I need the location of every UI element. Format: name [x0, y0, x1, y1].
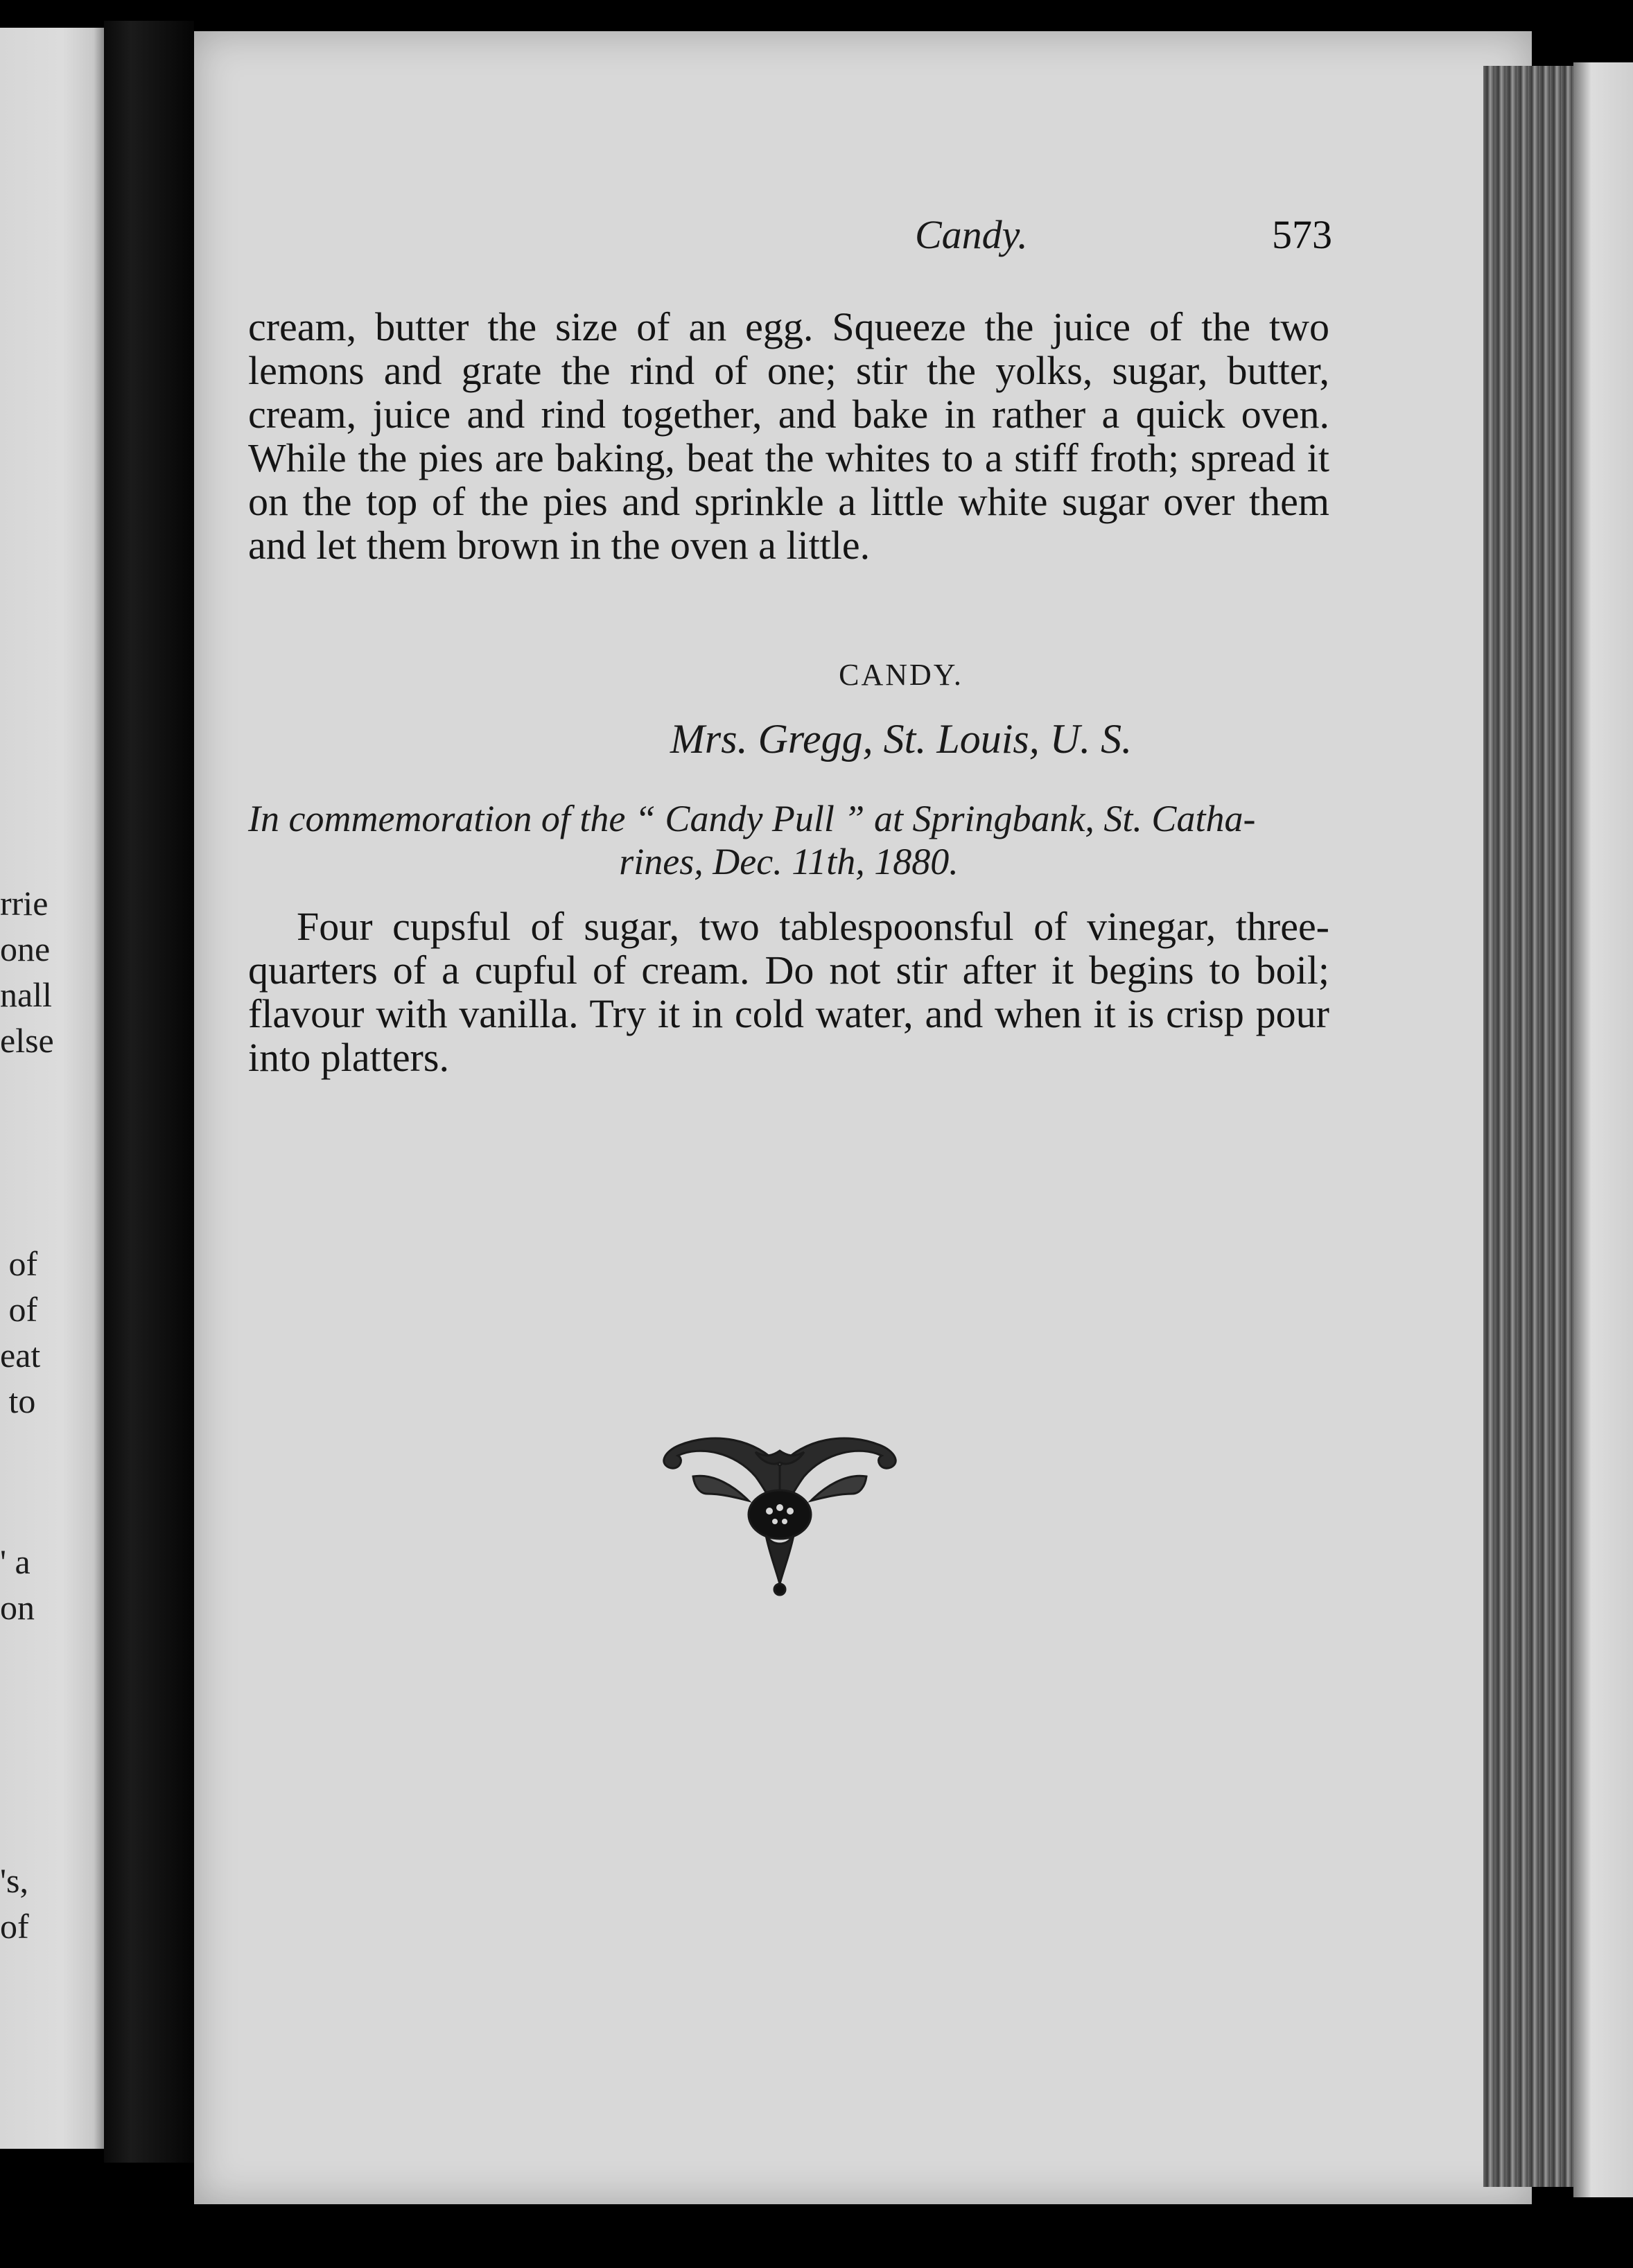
facing-page-text-fragment: one	[0, 930, 51, 968]
facing-page-text-fragment: ' a	[0, 1542, 30, 1581]
facing-page-text-fragment: of	[0, 1244, 38, 1283]
facing-page-text-fragment: of	[0, 1907, 29, 1946]
book-gutter	[104, 21, 194, 2163]
facing-page-text-fragment: rrie	[0, 884, 49, 923]
page-number: 573	[1272, 212, 1332, 257]
facing-page-text-fragment: eat	[0, 1336, 41, 1375]
facing-page-text-fragment: else	[0, 1021, 54, 1060]
facing-page-text-fragment: nall	[0, 975, 52, 1014]
recipe-author: Mrs. Gregg, St. Louis, U. S.	[670, 716, 1133, 762]
recipe-dedication	[248, 797, 1329, 883]
facing-page-edge	[0, 28, 104, 2149]
facing-page-text-fragment: of	[0, 1290, 38, 1329]
floral-ornament-icon	[652, 1424, 908, 1598]
facing-page-text-fragment: to	[0, 1381, 36, 1420]
paragraph-continued: cream, butter the size of an egg. Squeeze the juice of the two lemons and grate the rind of one; stir the yolks, sugar, butter, cream, juice and rind together, and bake in rather a quick oven. While the pies are baking, beat the whites to a stiff froth; spread it on the top of the pies and sprinkle a little white sugar over them and let them brown in the oven a little.	[248, 304, 1329, 568]
running-head	[194, 211, 1532, 267]
dedication-line-1: In commemoration of the “ Candy Pull ” at Springbank, St. Catha-	[248, 798, 1256, 839]
running-title: Candy.	[915, 212, 1028, 257]
right-margin	[1573, 62, 1633, 2197]
facing-page-text-fragment: on	[0, 1588, 35, 1627]
recipe-instructions: Four cupsful of sugar, two tablespoonsful of vinegar, three-quarters of a cupful of cream. Do not stir after it begins to boil; flavour with vanilla. Try it in cold water, and when it is crisp pour into platters.	[248, 904, 1329, 1080]
recipe-title: CANDY.	[839, 658, 963, 692]
page-stack-edge	[1483, 66, 1573, 2187]
dedication-line-2: rines, Dec. 11th, 1880.	[619, 841, 959, 882]
facing-page-text-fragment: 's,	[0, 1861, 28, 1900]
